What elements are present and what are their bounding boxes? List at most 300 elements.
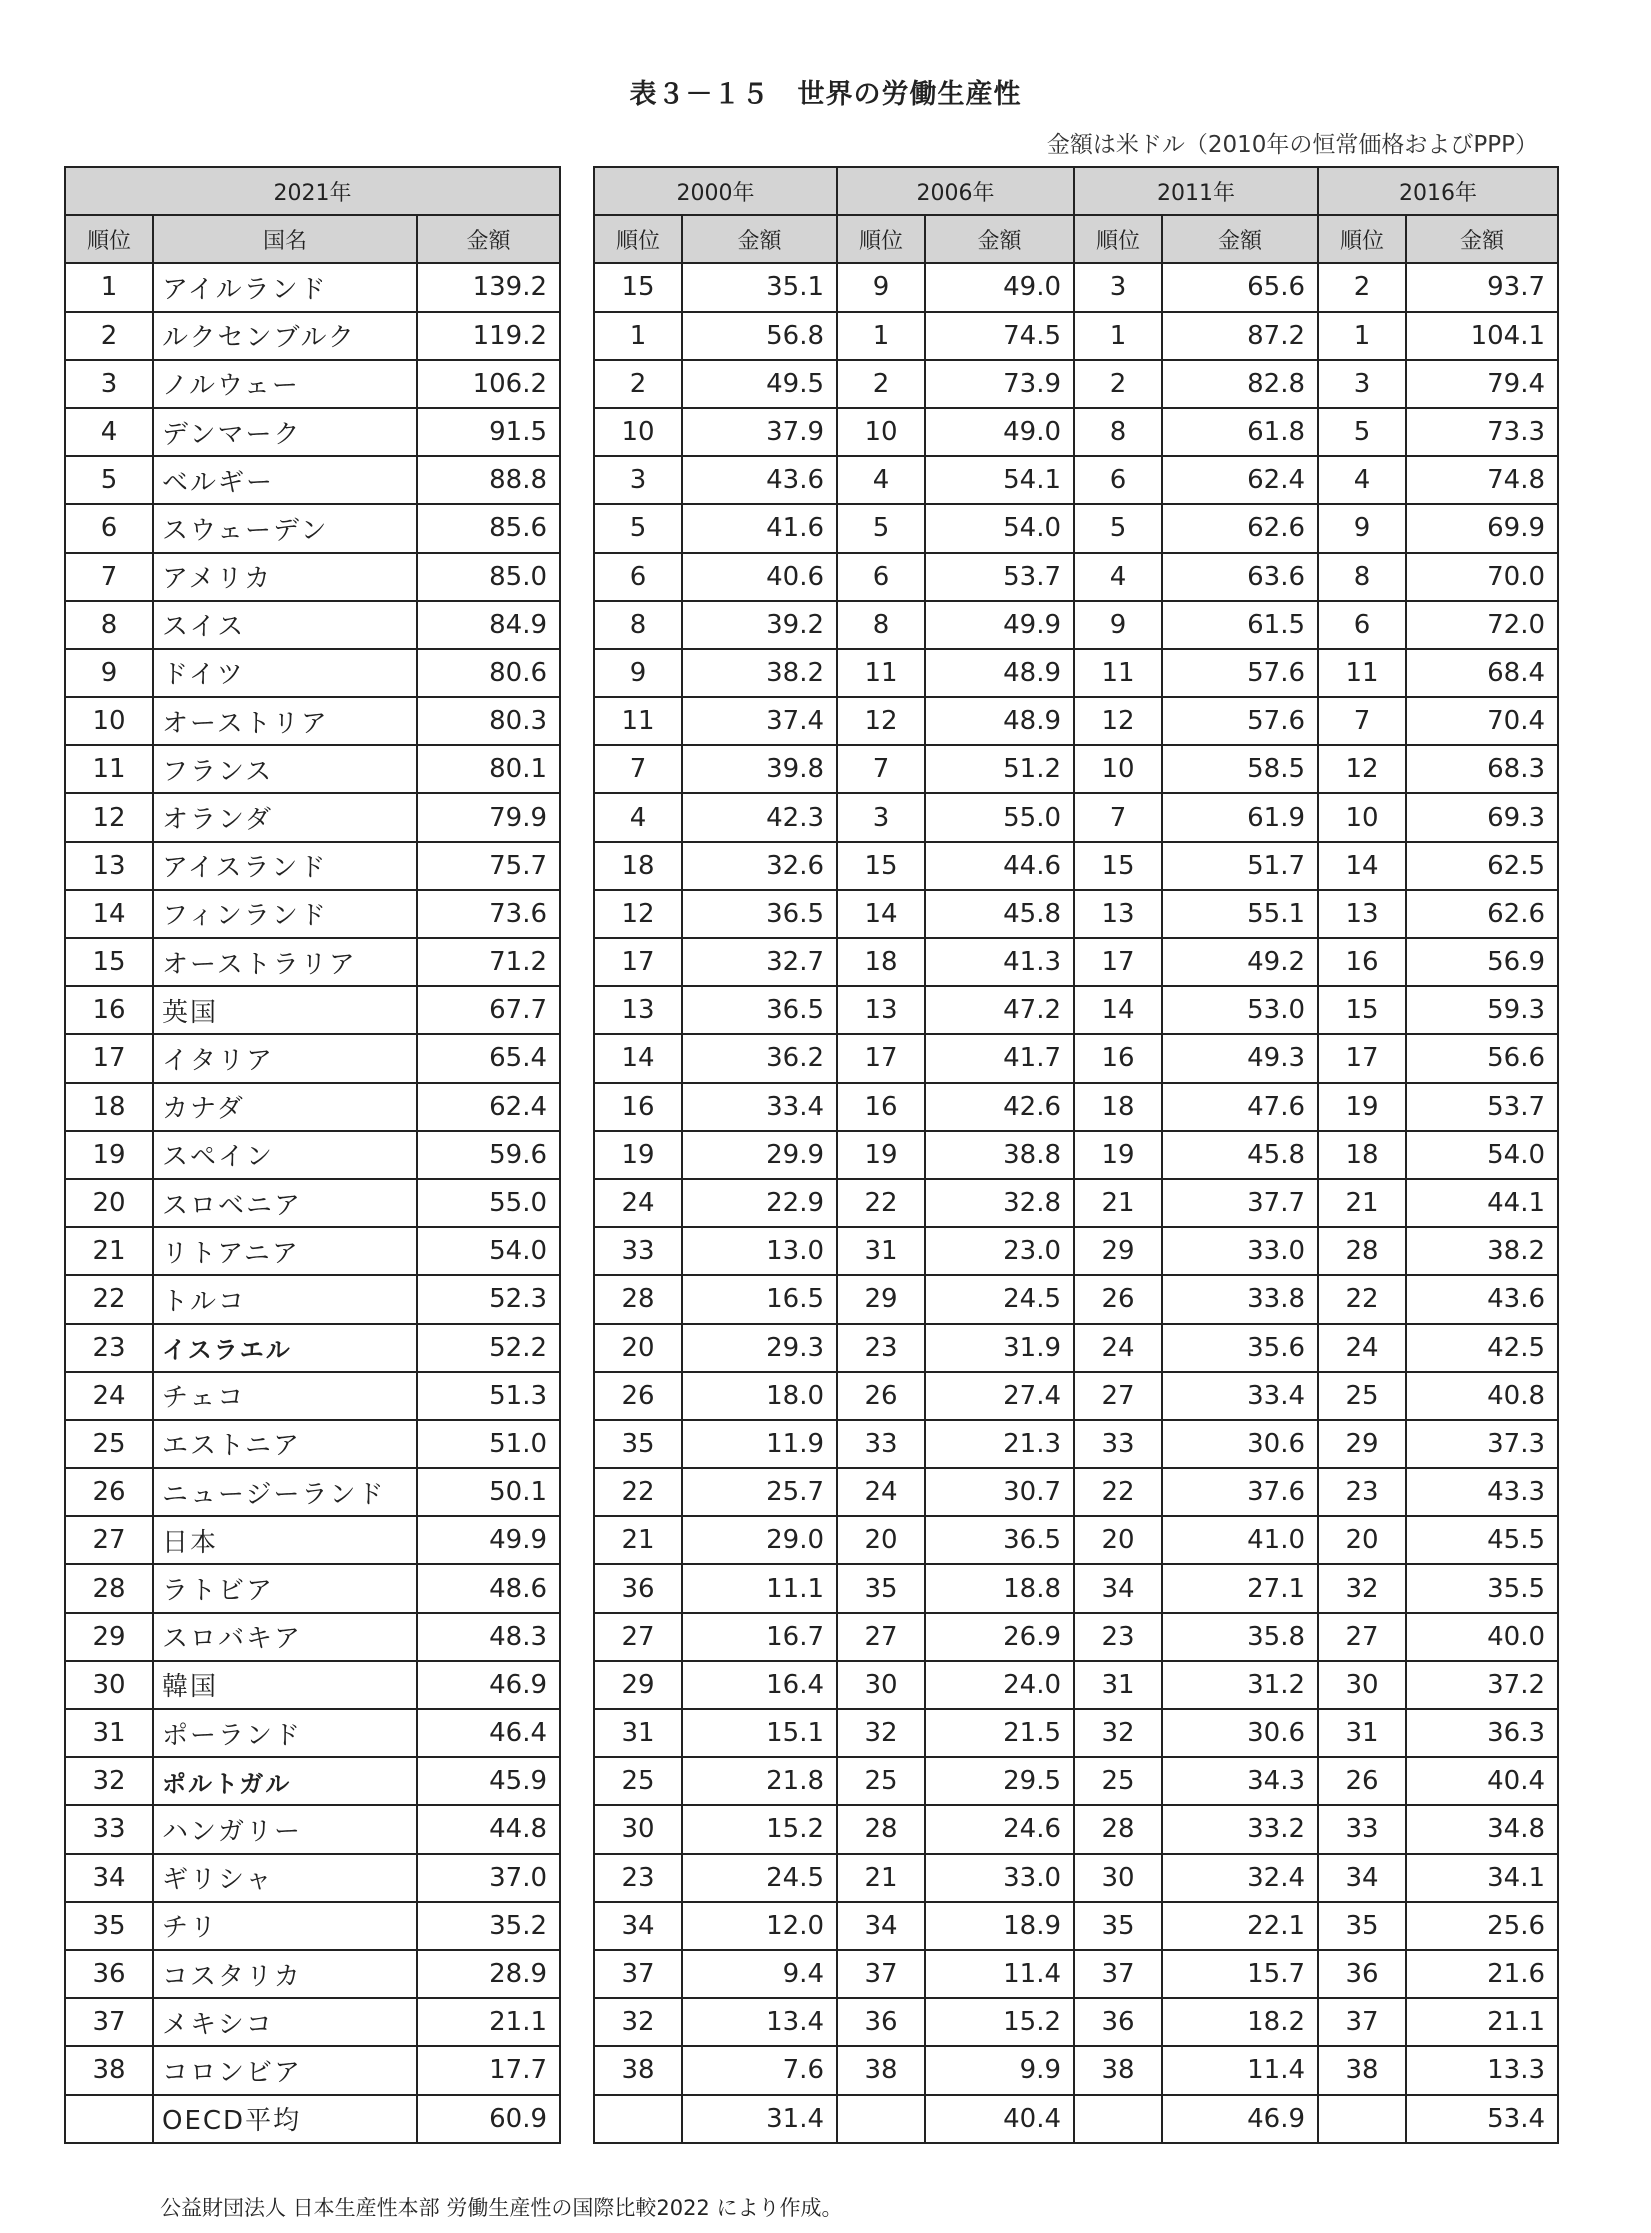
- rank-cell: 8: [1074, 408, 1162, 456]
- unit-note: 金額は米ドル（2010年の恒常価格およびPPP）: [1046, 132, 1538, 158]
- rank-cell: 22: [65, 1275, 153, 1323]
- country-name-cell: OECD平均: [153, 2095, 417, 2143]
- rank-cell: 4: [65, 408, 153, 456]
- rank-cell: 3: [65, 360, 153, 408]
- rank-cell: 16: [65, 986, 153, 1034]
- amount-cell: 61.9: [1162, 793, 1318, 841]
- amount-cell: 9.9: [925, 2046, 1074, 2094]
- rank-cell: 4: [594, 793, 682, 841]
- rank-cell: 27: [1074, 1372, 1162, 1420]
- table-row: [65, 1468, 560, 1516]
- amount-cell: 57.6: [1162, 697, 1318, 745]
- amount-cell: 36.2: [682, 1034, 837, 1082]
- table-row: [65, 263, 560, 311]
- rank-cell: 27: [1318, 1613, 1406, 1661]
- rank-cell: 22: [1318, 1275, 1406, 1323]
- rank-cell: 12: [837, 697, 925, 745]
- amount-cell: 46.9: [417, 1661, 560, 1709]
- country-name-cell: スロベニア: [153, 1179, 417, 1227]
- rank-cell: 18: [1074, 1083, 1162, 1131]
- col-header-amount: 金額: [925, 215, 1074, 263]
- table-row: [594, 1275, 1558, 1323]
- table-row: [594, 312, 1558, 360]
- table-row: [594, 1564, 1558, 1612]
- table-row: [594, 1516, 1558, 1564]
- table-row: [65, 1998, 560, 2046]
- rank-cell: 31: [837, 1227, 925, 1275]
- amount-cell: 62.6: [1162, 504, 1318, 552]
- rank-cell: 37: [837, 1950, 925, 1998]
- amount-cell: 31.4: [682, 2095, 837, 2143]
- amount-cell: 30.7: [925, 1468, 1074, 1516]
- rank-cell: 13: [1074, 890, 1162, 938]
- amount-cell: 29.3: [682, 1324, 837, 1372]
- table-row: [594, 456, 1558, 504]
- country-name-cell: メキシコ: [153, 1998, 417, 2046]
- rank-cell: 2: [1074, 360, 1162, 408]
- table-row: [594, 1131, 1558, 1179]
- country-name-cell: ドイツ: [153, 649, 417, 697]
- rank-cell: 26: [1074, 1275, 1162, 1323]
- amount-cell: 73.3: [1406, 408, 1558, 456]
- amount-cell: 106.2: [417, 360, 560, 408]
- amount-cell: 13.3: [1406, 2046, 1558, 2094]
- rank-cell: 7: [65, 553, 153, 601]
- rank-cell: 18: [594, 842, 682, 890]
- table-row: [594, 793, 1558, 841]
- rank-cell: 35: [1318, 1902, 1406, 1950]
- amount-cell: 42.5: [1406, 1324, 1558, 1372]
- table-row: [594, 1420, 1558, 1468]
- table-row: [594, 1613, 1558, 1661]
- table-row: [65, 1420, 560, 1468]
- amount-cell: 65.4: [417, 1034, 560, 1082]
- table-row: [594, 1324, 1558, 1372]
- rank-cell: 35: [65, 1902, 153, 1950]
- rank-cell: 7: [837, 745, 925, 793]
- amount-cell: 40.8: [1406, 1372, 1558, 1420]
- table-row: [594, 504, 1558, 552]
- table-row: [594, 263, 1558, 311]
- amount-cell: 54.0: [1406, 1131, 1558, 1179]
- amount-cell: 25.7: [682, 1468, 837, 1516]
- amount-cell: 24.5: [682, 1854, 837, 1902]
- rank-cell: 2: [594, 360, 682, 408]
- rank-cell: 27: [837, 1613, 925, 1661]
- rank-cell: 21: [594, 1516, 682, 1564]
- table-row: [594, 1179, 1558, 1227]
- amount-cell: 15.7: [1162, 1950, 1318, 1998]
- amount-cell: 85.6: [417, 504, 560, 552]
- rank-cell: 25: [65, 1420, 153, 1468]
- amount-cell: 37.3: [1406, 1420, 1558, 1468]
- rank-cell: 7: [1074, 793, 1162, 841]
- year-header-2011: 2011年: [1074, 167, 1318, 215]
- amount-cell: 43.6: [682, 456, 837, 504]
- amount-cell: 39.8: [682, 745, 837, 793]
- amount-cell: 38.2: [1406, 1227, 1558, 1275]
- rank-cell: 27: [594, 1613, 682, 1661]
- table-row: [594, 1709, 1558, 1757]
- table-row: [65, 745, 560, 793]
- rank-cell: 3: [1074, 263, 1162, 311]
- amount-cell: 31.9: [925, 1324, 1074, 1372]
- rank-cell: 7: [1318, 697, 1406, 745]
- amount-cell: 40.6: [682, 553, 837, 601]
- rank-cell: 24: [1318, 1324, 1406, 1372]
- table-row: [594, 1372, 1558, 1420]
- amount-cell: 22.1: [1162, 1902, 1318, 1950]
- year-header-2016: 2016年: [1318, 167, 1558, 215]
- amount-cell: 49.0: [925, 408, 1074, 456]
- amount-cell: 45.8: [1162, 1131, 1318, 1179]
- country-name-cell: フランス: [153, 745, 417, 793]
- table-row: [65, 697, 560, 745]
- rank-cell: 30: [1074, 1854, 1162, 1902]
- rank-cell: 23: [594, 1854, 682, 1902]
- rank-cell: 16: [594, 1083, 682, 1131]
- country-name-cell: ニュージーランド: [153, 1468, 417, 1516]
- table-row: [594, 2046, 1558, 2094]
- rank-cell: 6: [65, 504, 153, 552]
- amount-cell: 52.2: [417, 1324, 560, 1372]
- table-row: [65, 553, 560, 601]
- rank-cell: 30: [594, 1805, 682, 1853]
- amount-cell: 54.0: [417, 1227, 560, 1275]
- rank-cell: 24: [65, 1372, 153, 1420]
- rank-cell: 38: [1318, 2046, 1406, 2094]
- rank-cell: 9: [1074, 601, 1162, 649]
- rank-cell: 1: [1318, 312, 1406, 360]
- amount-cell: 37.2: [1406, 1661, 1558, 1709]
- country-name-cell: オーストラリア: [153, 938, 417, 986]
- amount-cell: 7.6: [682, 2046, 837, 2094]
- amount-cell: 79.9: [417, 793, 560, 841]
- table-row: [594, 408, 1558, 456]
- table-2021: [64, 166, 561, 2144]
- amount-cell: 68.4: [1406, 649, 1558, 697]
- rank-cell: 12: [65, 793, 153, 841]
- rank-cell: 13: [1318, 890, 1406, 938]
- amount-cell: 37.4: [682, 697, 837, 745]
- rank-cell: 29: [65, 1613, 153, 1661]
- amount-cell: 23.0: [925, 1227, 1074, 1275]
- rank-cell: 23: [837, 1324, 925, 1372]
- amount-cell: 40.0: [1406, 1613, 1558, 1661]
- rank-cell: 23: [1074, 1613, 1162, 1661]
- rank-cell: 10: [594, 408, 682, 456]
- rank-cell: 22: [594, 1468, 682, 1516]
- amount-cell: 33.4: [1162, 1372, 1318, 1420]
- amount-cell: 56.9: [1406, 938, 1558, 986]
- rank-cell: 38: [65, 2046, 153, 2094]
- rank-cell: 19: [65, 1131, 153, 1179]
- rank-cell: 5: [1318, 408, 1406, 456]
- amount-cell: 44.8: [417, 1805, 560, 1853]
- rank-cell: 24: [1074, 1324, 1162, 1372]
- table-row: [65, 1372, 560, 1420]
- country-name-cell: カナダ: [153, 1083, 417, 1131]
- country-name-cell: ノルウェー: [153, 360, 417, 408]
- rank-cell: 4: [837, 456, 925, 504]
- rank-cell: 10: [1074, 745, 1162, 793]
- table-row: [594, 1661, 1558, 1709]
- rank-cell: 17: [1318, 1034, 1406, 1082]
- table-row: [594, 2095, 1558, 2143]
- amount-cell: 22.9: [682, 1179, 837, 1227]
- amount-cell: 37.7: [1162, 1179, 1318, 1227]
- amount-cell: 33.0: [925, 1854, 1074, 1902]
- amount-cell: 45.8: [925, 890, 1074, 938]
- amount-cell: 21.5: [925, 1709, 1074, 1757]
- rank-cell: 6: [837, 553, 925, 601]
- table-row: [65, 1854, 560, 1902]
- rank-cell: 5: [594, 504, 682, 552]
- amount-cell: 46.4: [417, 1709, 560, 1757]
- amount-cell: 24.0: [925, 1661, 1074, 1709]
- rank-cell: 25: [594, 1757, 682, 1805]
- amount-cell: 88.8: [417, 456, 560, 504]
- source-footnote: 公益財団法人 日本生産性本部 労働生産性の国際比較2022 により作成。: [160, 2196, 843, 2220]
- country-name-cell: イタリア: [153, 1034, 417, 1082]
- amount-cell: 38.2: [682, 649, 837, 697]
- table-row: [594, 890, 1558, 938]
- rank-cell: 25: [1318, 1372, 1406, 1420]
- rank-cell: 16: [837, 1083, 925, 1131]
- amount-cell: 11.4: [925, 1950, 1074, 1998]
- amount-cell: 11.1: [682, 1564, 837, 1612]
- amount-cell: 34.3: [1162, 1757, 1318, 1805]
- amount-cell: 139.2: [417, 263, 560, 311]
- rank-cell: 14: [594, 1034, 682, 1082]
- rank-cell: 14: [65, 890, 153, 938]
- rank-cell: 13: [65, 842, 153, 890]
- amount-cell: 32.4: [1162, 1854, 1318, 1902]
- rank-cell: 31: [65, 1709, 153, 1757]
- amount-cell: 62.5: [1406, 842, 1558, 890]
- table-row: [594, 1902, 1558, 1950]
- amount-cell: 21.3: [925, 1420, 1074, 1468]
- amount-cell: 70.4: [1406, 697, 1558, 745]
- amount-cell: 61.8: [1162, 408, 1318, 456]
- rank-cell: 28: [65, 1564, 153, 1612]
- rank-cell: 10: [837, 408, 925, 456]
- amount-cell: 42.6: [925, 1083, 1074, 1131]
- rank-cell: 36: [1318, 1950, 1406, 1998]
- table-row: [594, 553, 1558, 601]
- amount-cell: 21.8: [682, 1757, 837, 1805]
- rank-cell: 19: [1318, 1083, 1406, 1131]
- amount-cell: 17.7: [417, 2046, 560, 2094]
- table-row: [65, 1227, 560, 1275]
- rank-cell: 20: [837, 1516, 925, 1564]
- amount-cell: 47.6: [1162, 1083, 1318, 1131]
- amount-cell: 49.9: [925, 601, 1074, 649]
- rank-cell: 5: [1074, 504, 1162, 552]
- amount-cell: 71.2: [417, 938, 560, 986]
- amount-cell: 65.6: [1162, 263, 1318, 311]
- amount-cell: 91.5: [417, 408, 560, 456]
- rank-cell: 12: [594, 890, 682, 938]
- amount-cell: 30.6: [1162, 1709, 1318, 1757]
- rank-cell: 15: [837, 842, 925, 890]
- amount-cell: 27.4: [925, 1372, 1074, 1420]
- amount-cell: 18.2: [1162, 1998, 1318, 2046]
- country-name-cell: デンマーク: [153, 408, 417, 456]
- rank-cell: [1074, 2095, 1162, 2143]
- rank-cell: 36: [837, 1998, 925, 2046]
- table-row: [65, 1516, 560, 1564]
- amount-cell: 74.5: [925, 312, 1074, 360]
- rank-cell: 28: [594, 1275, 682, 1323]
- amount-cell: 82.8: [1162, 360, 1318, 408]
- amount-cell: 55.1: [1162, 890, 1318, 938]
- rank-cell: 32: [1318, 1564, 1406, 1612]
- country-name-cell: スペイン: [153, 1131, 417, 1179]
- rank-cell: 8: [594, 601, 682, 649]
- amount-cell: 29.5: [925, 1757, 1074, 1805]
- table-row: [594, 986, 1558, 1034]
- country-name-cell: コロンビア: [153, 2046, 417, 2094]
- country-name-cell: アイルランド: [153, 263, 417, 311]
- table-row: [594, 938, 1558, 986]
- amount-cell: 56.8: [682, 312, 837, 360]
- country-name-cell: エストニア: [153, 1420, 417, 1468]
- country-name-cell: リトアニア: [153, 1227, 417, 1275]
- country-name-cell: オーストリア: [153, 697, 417, 745]
- rank-cell: 38: [594, 2046, 682, 2094]
- rank-cell: 21: [65, 1227, 153, 1275]
- rank-cell: 3: [1318, 360, 1406, 408]
- amount-cell: 69.3: [1406, 793, 1558, 841]
- amount-cell: 32.7: [682, 938, 837, 986]
- rank-cell: 14: [1074, 986, 1162, 1034]
- rank-cell: 35: [837, 1564, 925, 1612]
- amount-cell: 80.6: [417, 649, 560, 697]
- rank-cell: 19: [1074, 1131, 1162, 1179]
- amount-cell: 37.9: [682, 408, 837, 456]
- country-name-cell: ポルトガル: [153, 1757, 417, 1805]
- rank-cell: 32: [837, 1709, 925, 1757]
- amount-cell: 41.0: [1162, 1516, 1318, 1564]
- table-row: [594, 649, 1558, 697]
- table-row: [65, 1275, 560, 1323]
- rank-cell: 8: [837, 601, 925, 649]
- amount-cell: 41.7: [925, 1034, 1074, 1082]
- table-row: [594, 842, 1558, 890]
- country-name-cell: 英国: [153, 986, 417, 1034]
- amount-cell: 35.5: [1406, 1564, 1558, 1612]
- amount-cell: 35.8: [1162, 1613, 1318, 1661]
- table-row: [65, 649, 560, 697]
- amount-cell: 74.8: [1406, 456, 1558, 504]
- rank-cell: 29: [1318, 1420, 1406, 1468]
- rank-cell: 31: [1318, 1709, 1406, 1757]
- table-row: [65, 1805, 560, 1853]
- rank-cell: 20: [1074, 1516, 1162, 1564]
- amount-cell: 43.3: [1406, 1468, 1558, 1516]
- rank-cell: 18: [837, 938, 925, 986]
- rank-cell: 19: [594, 1131, 682, 1179]
- amount-cell: 18.9: [925, 1902, 1074, 1950]
- rank-cell: 8: [65, 601, 153, 649]
- rank-cell: 21: [1074, 1179, 1162, 1227]
- rank-cell: 36: [65, 1950, 153, 1998]
- amount-cell: 119.2: [417, 312, 560, 360]
- amount-cell: 63.6: [1162, 553, 1318, 601]
- country-name-cell: チリ: [153, 1902, 417, 1950]
- amount-cell: 24.6: [925, 1805, 1074, 1853]
- amount-cell: 45.5: [1406, 1516, 1558, 1564]
- rank-cell: 14: [1318, 842, 1406, 890]
- amount-cell: 21.1: [417, 1998, 560, 2046]
- col-header-rank: 順位: [65, 215, 153, 263]
- rank-cell: 7: [594, 745, 682, 793]
- amount-cell: 50.1: [417, 1468, 560, 1516]
- rank-cell: 31: [1074, 1661, 1162, 1709]
- rank-cell: 18: [65, 1083, 153, 1131]
- rank-cell: 5: [837, 504, 925, 552]
- rank-cell: 16: [1318, 938, 1406, 986]
- rank-cell: 10: [1318, 793, 1406, 841]
- amount-cell: 53.7: [1406, 1083, 1558, 1131]
- col-header-amount: 金額: [1406, 215, 1558, 263]
- rank-cell: 33: [65, 1805, 153, 1853]
- amount-cell: 54.0: [925, 504, 1074, 552]
- amount-cell: 45.9: [417, 1757, 560, 1805]
- amount-cell: 36.5: [682, 890, 837, 938]
- amount-cell: 16.7: [682, 1613, 837, 1661]
- rank-cell: 20: [65, 1179, 153, 1227]
- rank-cell: 17: [594, 938, 682, 986]
- amount-cell: 11.9: [682, 1420, 837, 1468]
- amount-cell: 25.6: [1406, 1902, 1558, 1950]
- amount-cell: 53.0: [1162, 986, 1318, 1034]
- amount-cell: 39.2: [682, 601, 837, 649]
- rank-cell: 34: [65, 1854, 153, 1902]
- table-row: [65, 1179, 560, 1227]
- amount-cell: 21.1: [1406, 1998, 1558, 2046]
- rank-cell: 8: [1318, 553, 1406, 601]
- rank-cell: 24: [837, 1468, 925, 1516]
- table-row: [594, 1757, 1558, 1805]
- rank-cell: 30: [837, 1661, 925, 1709]
- amount-cell: 29.9: [682, 1131, 837, 1179]
- table-row: [65, 504, 560, 552]
- year-header-2021: 2021年: [65, 167, 560, 215]
- col-header-rank: 順位: [594, 215, 682, 263]
- amount-cell: 31.2: [1162, 1661, 1318, 1709]
- amount-cell: 30.6: [1162, 1420, 1318, 1468]
- table-row: [594, 697, 1558, 745]
- amount-cell: 55.0: [417, 1179, 560, 1227]
- amount-cell: 48.6: [417, 1564, 560, 1612]
- table-row: [65, 890, 560, 938]
- amount-cell: 27.1: [1162, 1564, 1318, 1612]
- rank-cell: 11: [65, 745, 153, 793]
- rank-cell: 25: [837, 1757, 925, 1805]
- country-name-cell: アイスランド: [153, 842, 417, 890]
- rank-cell: 12: [1074, 697, 1162, 745]
- amount-cell: 16.5: [682, 1275, 837, 1323]
- rank-cell: 23: [1318, 1468, 1406, 1516]
- rank-cell: 28: [1074, 1805, 1162, 1853]
- amount-cell: 62.6: [1406, 890, 1558, 938]
- amount-cell: 28.9: [417, 1950, 560, 1998]
- country-name-cell: イスラエル: [153, 1324, 417, 1372]
- country-name-cell: 日本: [153, 1516, 417, 1564]
- amount-cell: 37.0: [417, 1854, 560, 1902]
